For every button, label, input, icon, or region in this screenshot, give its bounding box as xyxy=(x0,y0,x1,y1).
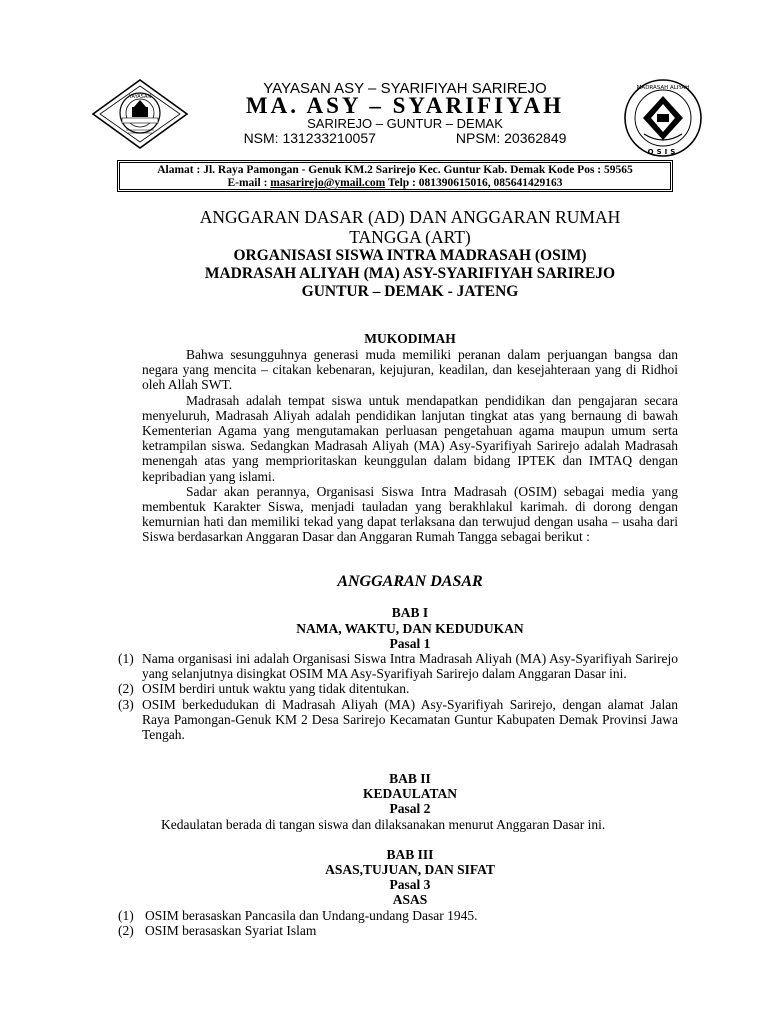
list-item: (1) Nama organisasi ini adalah Organisasi Siswa Intra Madrasah Aliyah (MA) Asy-Syarifiyah Sarirejo yang selanjutnya disingkat OSIM MA Asy-Syarifiyah Sarirejo dalam Anggaran Dasar ini. xyxy=(118,651,678,682)
address-line: Alamat : Jl. Raya Pamongan - Genuk KM.2 Sarirejo Kec. Guntur Kab. Demak Kode Pos : 59565 xyxy=(157,164,633,176)
nsm-number: NSM: 131233210057 xyxy=(243,130,376,146)
npsm-number: NPSM: 20362849 xyxy=(455,130,567,146)
bab-1-label: BAB I xyxy=(391,605,429,620)
svg-text:MADRASAH ALIYAH: MADRASAH ALIYAH xyxy=(636,85,690,91)
contact-line xyxy=(120,177,670,189)
mukodimah-body xyxy=(142,347,678,545)
email-label: E-mail : xyxy=(227,177,271,189)
document-title-line-1: ANGGARAN DASAR (AD) DAN ANGGARAN RUMAH xyxy=(199,207,621,227)
phone-numbers: Telp : 081390615016, 085641429163 xyxy=(385,177,563,189)
document-subtitle-line-1: ORGANISASI SISWA INTRA MADRASAH (OSIM) xyxy=(233,247,587,264)
school-name: MA. ASY – SYARIFIYAH xyxy=(245,93,565,118)
pasal-1-list xyxy=(118,651,678,742)
pasal-2-label: Pasal 2 xyxy=(389,801,431,816)
yayasan-emblem-logo xyxy=(90,78,190,150)
bab-1-title: NAMA, WAKTU, DAN KEDUDUKAN xyxy=(296,621,524,636)
document-subtitle-line-3: GUNTUR – DEMAK - JATENG xyxy=(301,283,519,300)
school-ids xyxy=(190,130,620,146)
bab-3-label: BAB III xyxy=(386,847,434,862)
asas-subheading: ASAS xyxy=(392,892,428,907)
document-subtitle-line-2: MADRASAH ALIYAH (MA) ASY-SYARIFIYAH SARIREJO xyxy=(204,265,616,282)
bab-3-title: ASAS,TUJUAN, DAN SIFAT xyxy=(325,862,495,877)
document-title-line-2: TANGGA (ART) xyxy=(349,227,471,247)
bab-2-label: BAB II xyxy=(389,771,431,786)
pasal-3-label: Pasal 3 xyxy=(389,877,431,892)
foundation-name: YAYASAN ASY – SYARIFIYAH SARIREJO xyxy=(263,80,547,97)
mukodimah-heading: MUKODIMAH xyxy=(364,331,456,346)
list-item: (2) OSIM berasaskan Syariat Islam xyxy=(118,923,317,939)
pasal-2-text: Kedaulatan berada di tangan siswa dan dilaksanakan menurut Anggaran Dasar ini. xyxy=(161,817,606,832)
pasal-1-label: Pasal 1 xyxy=(389,636,431,651)
list-item: (1) OSIM berasaskan Pancasila dan Undang-undang Dasar 1945. xyxy=(118,908,478,923)
address-box xyxy=(119,162,671,190)
email-link[interactable]: masarirejo@ymail.com xyxy=(270,177,386,189)
mukodimah-paragraph: Madrasah adalah tempat siswa untuk mendapatkan pendidikan dan pengajaran secara menyeluruh, Madrasah Aliyah adalah pendidikan lanjutan tingkat atas yang bernaung di bawah Kementerian Agama yang mengutamakan perluasan pengetahuan agama maupun umum serta ketrampilan siswa. Sedangkan Madrasah Aliyah (MA) Asy-Syarifiyah Sarirejo adalah Madrasah menengah atas yang memprioritaskan keunggulan dalam bidang IPTEK dan IMTAQ dengan kepribadian yang islami. xyxy=(142,392,678,484)
asas-list xyxy=(118,908,678,938)
mukodimah-paragraph: Sadar akan perannya, Organisasi Siswa Intra Madrasah (OSIM) sebagai media yang membentuk Karakter Siswa, menjadi tauladan yang berakhlakul karimah. di dorong dengan kemurnian hati dan memiliki tekad yang dapat terlaksana dan terwujud dengan usaha – usaha dari Siswa berdasarkan Anggaran Dasar dan Anggaran Rumah Tangga sebagai berikut : xyxy=(142,483,678,545)
anggaran-dasar-heading: ANGGARAN DASAR xyxy=(337,573,483,590)
list-item: (3) OSIM berkedudukan di Madrasah Aliyah (MA) Asy-Syarifiyah Sarirejo, dengan alamat Jalan Raya Pamongan-Genuk KM 2 Desa Sarirejo Kecamatan Guntur Kabupaten Demak Provinsi Jawa Tengah. xyxy=(118,696,678,743)
list-item: (2) OSIM berdiri untuk waktu yang tidak ditentukan. xyxy=(118,681,410,697)
school-location: SARIREJO – GUNTUR – DEMAK xyxy=(307,116,503,131)
madrasah-osis-logo xyxy=(622,78,704,158)
mukodimah-paragraph: Bahwa sesungguhnya generasi muda memiliki peranan dalam perjuangan bangsa dan negara yang mencita – citakan kebenaran, kejujuran, keadilan, dan kesejahteraan yang di Ridhoi oleh Allah SWT. xyxy=(142,347,678,393)
svg-text:OSIS: OSIS xyxy=(647,148,679,156)
bab-2-title: KEDAULATAN xyxy=(362,786,457,801)
svg-text:YAYASAN: YAYASAN xyxy=(128,94,152,100)
